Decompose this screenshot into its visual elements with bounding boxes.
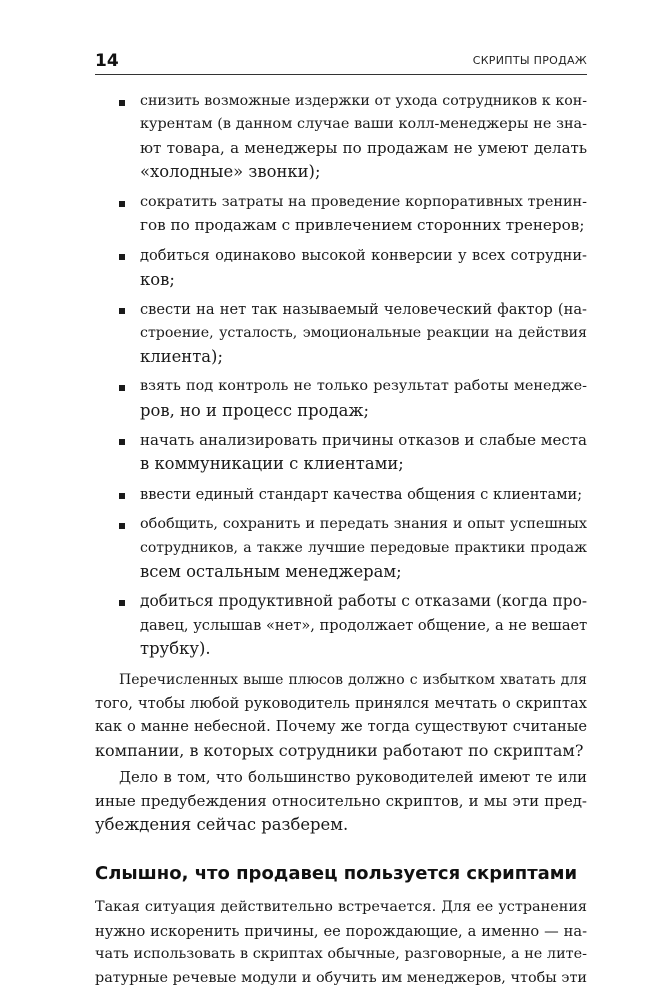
text-line: ков; [140, 269, 175, 289]
text-line: компании, в которых сотрудники работают по скриптам? [95, 740, 584, 760]
square-bullet-icon [119, 100, 125, 106]
text-line: добиться продуктивной работы с отказами (когда про- [140, 592, 588, 611]
bullet-item [95, 375, 587, 422]
text-line: иные предубеждения относительно скриптов, и мы эти пред- [95, 791, 587, 810]
bullet-item [95, 483, 587, 506]
text-line: всем остальным менеджерам; [140, 562, 402, 582]
text-line: «холодные» звонки); [140, 162, 321, 182]
text-line: ют товара, а менеджеры по продажам не умеют делать [140, 138, 587, 157]
section-heading: Слышно, что продавец пользуется скриптами [95, 863, 578, 885]
square-bullet-icon [119, 439, 125, 445]
text-line: Дело в том, что большинство руководителей имеют те или [119, 769, 587, 787]
text-line: как о манне небесной. Почему же тогда существуют считаные [95, 718, 587, 736]
text-line: Перечисленных выше плюсов должно с избытком хватать для [119, 671, 587, 688]
text-line: сократить затраты на проведение корпоративных тренин- [140, 193, 587, 210]
square-bullet-icon [119, 523, 125, 529]
bullet-item [95, 429, 587, 476]
page-header [95, 50, 587, 75]
square-bullet-icon [119, 308, 125, 314]
text-line: давец, услышав «нет», продолжает общение, а не вешает [140, 616, 588, 634]
bullet-item [95, 191, 587, 238]
bullet-item [95, 513, 587, 583]
text-line: строение, усталость, эмоциональные реакции на действия [140, 324, 587, 341]
bullet-list [95, 90, 587, 661]
square-bullet-icon [119, 493, 125, 499]
body-paragraph [95, 896, 587, 990]
text-line: начать анализировать причины отказов и слабые места [140, 431, 587, 450]
page-content [95, 90, 587, 990]
text-line: гов по продажам с привлечением сторонних тренеров; [140, 215, 585, 234]
text-line: добиться одинаково высокой конверсии у всех сотрудни- [140, 247, 587, 265]
text-line: того, чтобы любой руководитель принялся мечтать о скриптах [95, 694, 587, 712]
square-bullet-icon [119, 201, 125, 207]
text-line: трубку). [140, 639, 211, 659]
text-line: убеждения сейчас разберем. [95, 814, 349, 834]
bullet-item [95, 244, 587, 291]
text-line: снизить возможные издержки от ухода сотрудников к кон- [140, 93, 587, 109]
text-line: Такая ситуация действительно встречается. Для ее устранения [95, 899, 587, 916]
body-paragraph [95, 669, 587, 763]
text-line: сотрудников, а также лучшие передовые практики продаж [140, 539, 587, 556]
page-number: 14 [95, 51, 119, 71]
bullet-item [95, 90, 587, 184]
running-title: СКРИПТЫ ПРОДАЖ [472, 54, 587, 67]
text-line: обобщить, сохранить и передать знания и опыт успешных [140, 516, 587, 533]
text-line: ратурные речевые модули и обучить им менеджеров, чтобы эти [95, 969, 587, 986]
text-line: чать использовать в скриптах обычные, разговорные, а не лите- [95, 946, 587, 963]
square-bullet-icon [119, 385, 125, 391]
body-paragraph [95, 766, 587, 836]
text-line: курентам (в данном случае ваши колл-менеджеры не зна- [140, 116, 587, 133]
text-line: взять под контроль не только результат работы менедже- [140, 378, 587, 395]
text-line: свести на нет так называемый человеческий фактор (на- [140, 301, 587, 319]
square-bullet-icon [119, 600, 125, 606]
bullet-item [95, 590, 587, 660]
text-line: клиента); [140, 346, 223, 366]
text-line: ввести единый стандарт качества общения с клиентами; [140, 485, 583, 503]
text-line: в коммуникации с клиентами; [140, 454, 404, 474]
square-bullet-icon [119, 254, 125, 260]
text-line: ров, но и процесс продаж; [140, 400, 369, 420]
text-line: нужно искоренить причины, ее порождающие, а именно — на- [95, 922, 587, 940]
bullet-item [95, 298, 587, 368]
